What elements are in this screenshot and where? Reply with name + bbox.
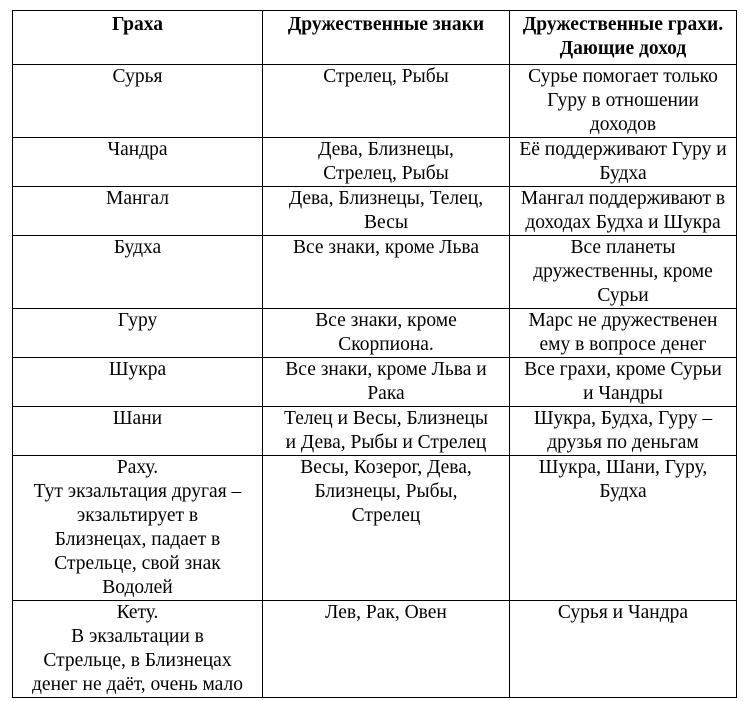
income-cell: Мангал поддерживают в доходах Будха и Шукра	[510, 187, 737, 236]
signs-cell: Дева, Близнецы, Стрелец, Рыбы	[263, 138, 510, 187]
graha-cell: Гуру	[13, 309, 263, 358]
signs-cell: Все знаки, кроме Льва	[263, 236, 510, 309]
graha-cell: Сурья	[13, 65, 263, 138]
graha-cell: Раху. Тут экзальтация другая – экзальтирует в Близнецах, падает в Стрельце, свой знак Водолей	[13, 456, 263, 601]
table-row	[13, 358, 737, 407]
table-row	[13, 138, 737, 187]
income-cell: Сурья и Чандра	[510, 601, 737, 698]
signs-cell: Все знаки, кроме Льва и Рака	[263, 358, 510, 407]
income-cell: Сурье помогает только Гуру в отношении доходов	[510, 65, 737, 138]
header-graha: Граха	[13, 11, 263, 65]
income-cell: Все планеты дружественны, кроме Сурьи	[510, 236, 737, 309]
graha-cell: Мангал	[13, 187, 263, 236]
income-cell: Все грахи, кроме Сурьи и Чандры	[510, 358, 737, 407]
header-friendly-signs: Дружественные знаки	[263, 11, 510, 65]
graha-table	[12, 10, 737, 698]
signs-cell: Все знаки, кроме Скорпиона.	[263, 309, 510, 358]
table-row	[13, 187, 737, 236]
graha-cell: Будха	[13, 236, 263, 309]
signs-cell: Телец и Весы, Близнецы и Дева, Рыбы и Стрелец	[263, 407, 510, 456]
header-row	[13, 11, 737, 65]
table-row	[13, 236, 737, 309]
table-row	[13, 407, 737, 456]
income-cell: Шукра, Шани, Гуру, Будха	[510, 456, 737, 601]
table-row	[13, 65, 737, 138]
graha-cell: Шукра	[13, 358, 263, 407]
income-cell: Её поддерживают Гуру и Будха	[510, 138, 737, 187]
graha-cell: Чандра	[13, 138, 263, 187]
income-cell: Марс не дружественен ему в вопросе денег	[510, 309, 737, 358]
table-row	[13, 309, 737, 358]
income-cell: Шукра, Будха, Гуру – друзья по деньгам	[510, 407, 737, 456]
graha-cell: Кету. В экзальтации в Стрельце, в Близнецах денег не даёт, очень мало	[13, 601, 263, 698]
signs-cell: Стрелец, Рыбы	[263, 65, 510, 138]
graha-cell: Шани	[13, 407, 263, 456]
signs-cell: Лев, Рак, Овен	[263, 601, 510, 698]
header-friendly-grahas-income: Дружественные грахи. Дающие доход	[510, 11, 737, 65]
table-row	[13, 601, 737, 698]
signs-cell: Весы, Козерог, Дева, Близнецы, Рыбы, Стрелец	[263, 456, 510, 601]
signs-cell: Дева, Близнецы, Телец, Весы	[263, 187, 510, 236]
table-row	[13, 456, 737, 601]
